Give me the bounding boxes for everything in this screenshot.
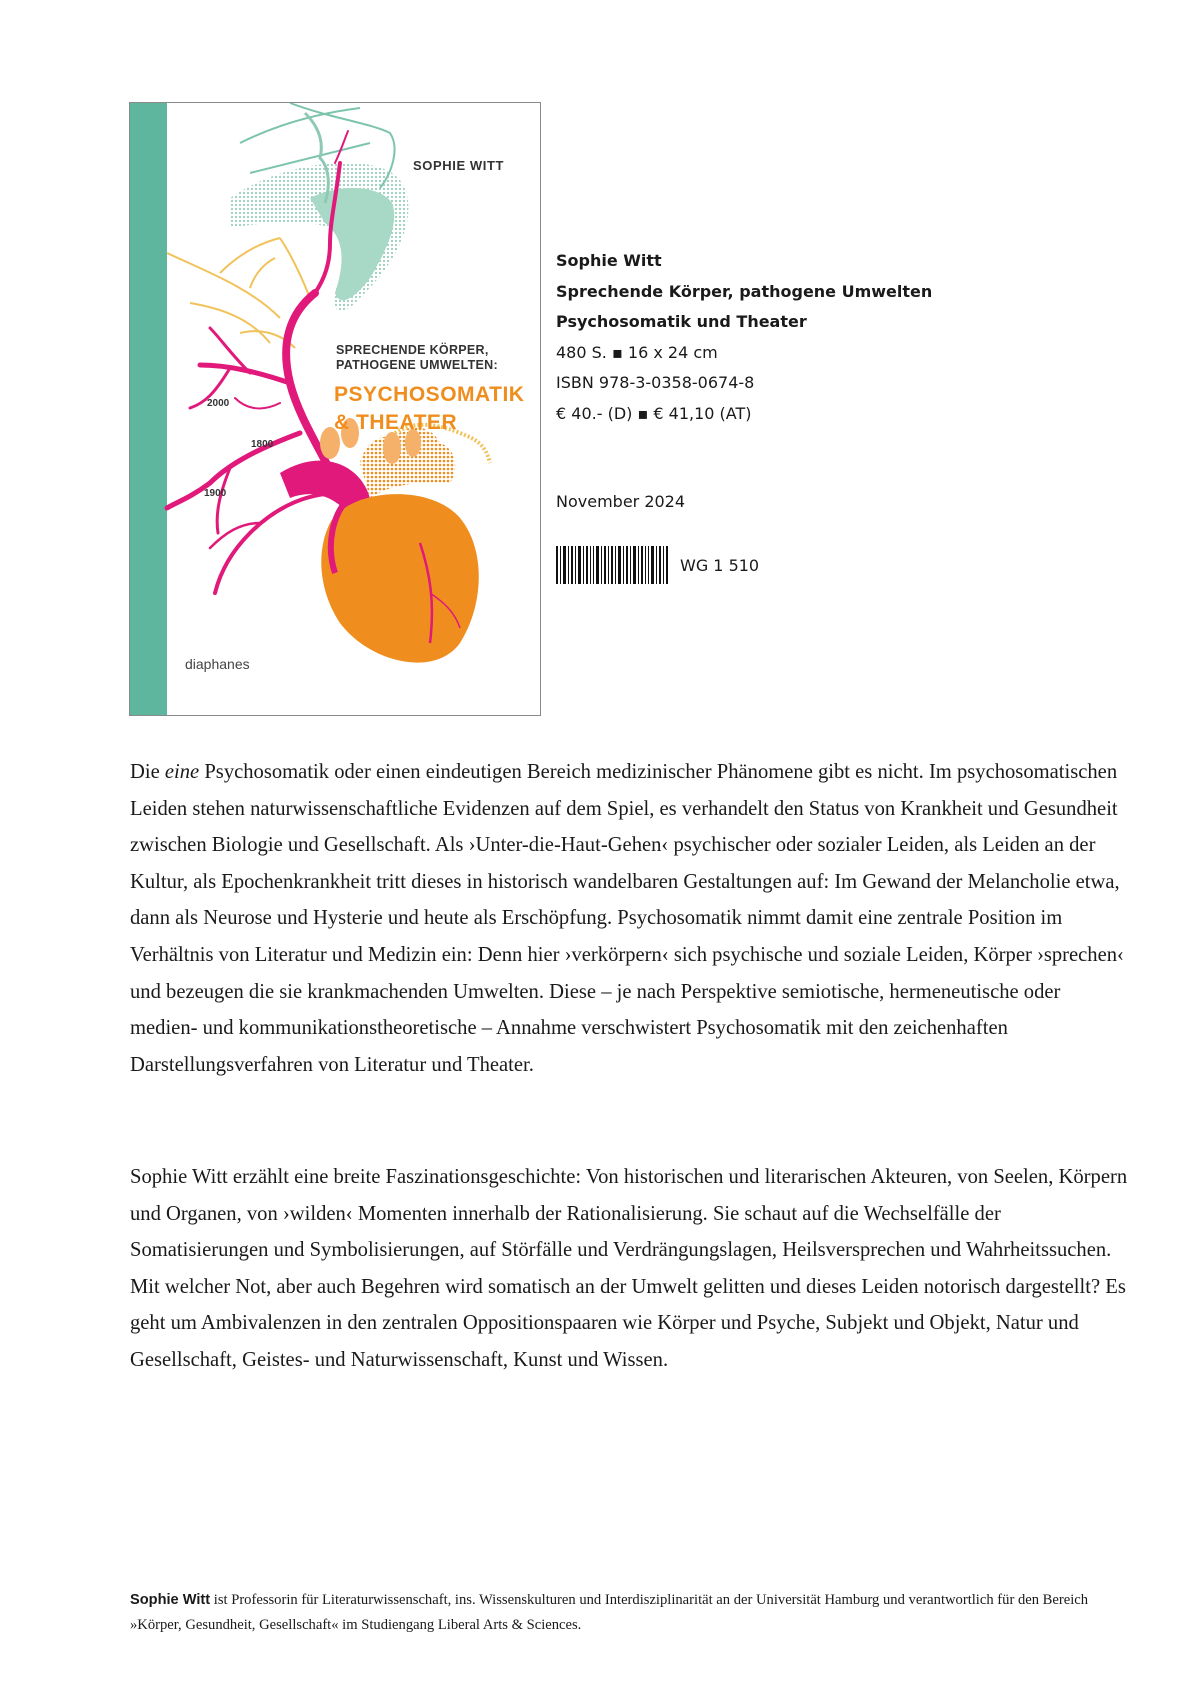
- warengruppe: WG 1 510: [680, 556, 760, 575]
- book-metadata: [556, 246, 976, 429]
- author-bio: [130, 1588, 1135, 1637]
- cover-author: SOPHIE WITT: [413, 158, 505, 173]
- cover-subtitle-line-1: PSYCHOSOMATIK: [334, 383, 525, 406]
- meta-isbn: ISBN 978-3-0358-0674-8: [556, 373, 755, 392]
- cover-publisher: diaphanes: [185, 656, 250, 672]
- meta-author: Sophie Witt: [556, 251, 662, 270]
- barcode-icon: [556, 546, 668, 584]
- cover-title-line-2: PATHOGENE UMWELTEN:: [336, 358, 498, 372]
- cover-title-line-1: SPRECHENDE KÖRPER,: [336, 343, 489, 357]
- description-paragraph-2: Sophie Witt erzählt eine breite Faszinationsgeschichte: Von historischen und literarischen Akteuren, von Seelen, Körpern und Organen, von ›wilden‹ Momenten innerhalb der Rationalisierung. Sie schaut auf die Wechselfälle der Somatisierungen und Symbolisierungen, auf Störfälle und Verdrängungslagen, Heilsversprechen und Wahrheitssuchen. Mit welcher Not, aber auch Begehren wird somatisch an der Umwelt gelitten und dieses Leiden notorisch dargestellt? Es geht um Ambivalenzen in den zentralen Oppositionspaaren wie Körper und Psyche, Subjekt und Objekt, Natur und Gesellschaft, Geistes- und Naturwissenschaft, Kunst und Wissen.: [130, 1166, 1128, 1371]
- meta-pages-format: 480 S. ▪ 16 x 24 cm: [556, 342, 718, 362]
- cover-year-1900: 1900: [204, 488, 227, 499]
- cover-subtitle: [334, 381, 534, 437]
- cover-year-1800: 1800: [251, 439, 274, 450]
- cover-year-2000: 2000: [207, 398, 230, 409]
- publication-date: November 2024: [556, 492, 686, 511]
- meta-subtitle: Psychosomatik und Theater: [556, 312, 807, 331]
- cover-title: [336, 343, 536, 373]
- emphasis-eine: eine: [164, 761, 200, 783]
- bio-name: Sophie Witt: [130, 1592, 211, 1608]
- meta-price: € 40.- (D) ▪ € 41,10 (AT): [556, 403, 752, 423]
- book-cover: [129, 102, 541, 716]
- cover-subtitle-line-2: & THEATER: [334, 411, 458, 434]
- description-paragraph-1: Die eine Psychosomatik oder einen eindeutigen Bereich medizinischer Phänomene gibt es nicht. Im psychosomatischen Leiden stehen naturwissenschaftliche Evidenzen auf dem Spiel, es verhandelt den Status von Krankheit und Gesundheit zwischen Biologie und Gesellschaft. Als ›Unter-die-Haut-Gehen‹ psychischer oder sozialer Leiden, als Leiden an der Kultur, als Epochenkrankheit tritt dieses in historisch wandelbaren Gestaltungen auf: Im Gewand der Melancholie etwa, dann als Neurose und Hysterie und heute als Erschöpfung. Psychosomatik nimmt damit eine zentrale Position im Verhältnis von Literatur und Medizin ein: Denn hier ›verkörpern‹ sich psychische und soziale Leiden, Körper ›sprechen‹ und bezeugen die sie krankmachenden Umwelten. Diese – je nach Perspektive semiotische, hermeneutische oder medien- und kommunikationstheoretische – Annahme verschwistert Psychosomatik mit den zeichenhaften Darstellungsverfahren von Literatur und Theater.: [130, 761, 1124, 1076]
- bio-text: ist Professorin für Literaturwissenschaft, ins. Wissenskulturen und Interdisziplinarität an der Universität Hamburg und verantwortlich für den Bereich »Körper, Gesundheit, Gesellschaft« im Studiengang Liberal Arts & Sciences.: [130, 1592, 1089, 1633]
- meta-title: Sprechende Körper, pathogene Umwelten: [556, 281, 933, 301]
